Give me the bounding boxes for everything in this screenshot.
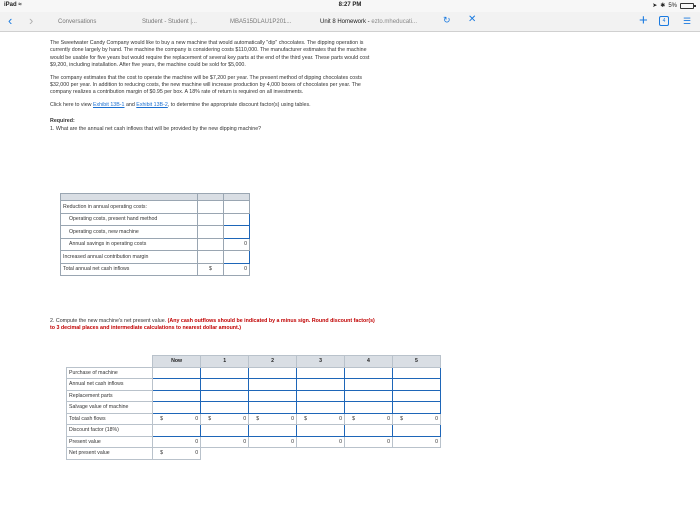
table-cell[interactable] <box>297 390 345 402</box>
table-header-row <box>67 356 441 368</box>
tab-label: Student - Student |... <box>142 19 197 25</box>
table-cell[interactable] <box>392 425 440 437</box>
cell-value: 0 <box>387 415 390 422</box>
row-label: Discount factor (18%) <box>67 425 153 437</box>
table-cell <box>345 413 393 425</box>
table-cell[interactable] <box>153 367 201 379</box>
question-2-instructions: (Any cash outflows should be indicated by a minus sign. Round discount factor(s) to 3 decimal places and intermediate calculations to nearest dollar amount.) <box>50 318 375 332</box>
problem-paragraph-1: The Sweetwater Candy Company would like to buy a new machine that would automatically "dip" chocolates. The dipping operation is currently done largely by hand. The machine the company is considering costs $110,000. The manufacturer estimates that the machine would be usable for five years but would require the replacement of several key parts at the end of the third year. These parts would cost $9,200, including installation. After five years, the machine could be sold for $5,000. <box>50 40 370 69</box>
npv-table <box>66 355 441 460</box>
header-cell <box>61 194 198 201</box>
table-cell <box>249 413 297 425</box>
table-cell[interactable] <box>153 390 201 402</box>
cash-inflows-table <box>60 193 250 276</box>
table-cell[interactable] <box>249 367 297 379</box>
table-cell <box>392 448 440 460</box>
row-label: Operating costs, present hand method <box>61 213 198 226</box>
table-cell <box>198 213 224 226</box>
question-2-text: 2. Compute the new machine's net present value. <box>50 318 168 324</box>
cell-value: 0 <box>339 415 343 422</box>
table-cell <box>153 413 201 425</box>
table-cell[interactable] <box>249 379 297 391</box>
currency-symbol: $ <box>208 415 212 422</box>
status-right <box>652 2 694 9</box>
battery-icon <box>680 3 694 9</box>
table-row <box>67 379 441 391</box>
table-cell <box>297 448 345 460</box>
header-cell <box>198 194 224 201</box>
header-year-3: 3 <box>297 356 345 368</box>
table-cell <box>201 448 249 460</box>
currency-symbol: $ <box>198 263 224 276</box>
table-row <box>61 201 250 214</box>
bluetooth-icon: ✱ <box>660 3 666 9</box>
header-cell <box>67 356 153 368</box>
cell-value: 0 <box>195 438 199 445</box>
table-cell[interactable] <box>392 390 440 402</box>
close-icon[interactable]: ✕ <box>468 14 477 25</box>
table-cell[interactable] <box>249 402 297 414</box>
new-machine-cost-input[interactable] <box>224 226 250 239</box>
cell-value: 0 <box>243 438 247 445</box>
table-row <box>61 213 250 226</box>
row-label: Present value <box>67 436 153 448</box>
table-cell <box>224 201 250 214</box>
table-row <box>67 436 441 448</box>
cell-value: 0 <box>291 438 295 445</box>
cell-value: 0 <box>243 415 247 422</box>
table-cell[interactable] <box>201 379 249 391</box>
status-bar <box>0 0 700 12</box>
question-1: 1. What are the annual net cash inflows that will be provided by the new dipping machine? <box>50 125 262 132</box>
table-cell[interactable] <box>249 425 297 437</box>
table-cell <box>345 436 393 448</box>
annual-savings-value: 0 <box>224 238 250 251</box>
wifi-icon: ≈ <box>18 2 22 8</box>
table-cell[interactable] <box>345 425 393 437</box>
table-row <box>67 402 441 414</box>
exhibit-13b2-link[interactable]: Exhibit 13B-2 <box>136 101 168 108</box>
cell-value: 0 <box>195 450 199 457</box>
table-cell[interactable] <box>392 402 440 414</box>
tabs-overview-icon[interactable]: 4 <box>659 16 669 26</box>
problem-paragraph-2: The company estimates that the cost to operate the machine will be $7,200 per year. The present method of dipping chocolates costs $32,000 per year. In addition to reducing costs, the new machine will increase production by 4,000 boxes of chocolates per year. The company realizes a contribution margin of $0.95 per box. A 18% rate of return is required on all investments. <box>50 74 363 96</box>
table-cell <box>153 448 201 460</box>
table-cell <box>198 251 224 264</box>
table-cell[interactable] <box>392 367 440 379</box>
row-label: Net present value <box>67 448 153 460</box>
question-2 <box>50 318 380 333</box>
tab-label: MBA515DLAU1P201... <box>230 19 292 25</box>
back-icon[interactable]: ‹ <box>8 13 13 28</box>
header-year-5: 5 <box>392 356 440 368</box>
table-cell[interactable] <box>201 390 249 402</box>
table-row <box>67 390 441 402</box>
table-header <box>61 194 250 201</box>
table-cell <box>392 413 440 425</box>
table-cell[interactable] <box>201 367 249 379</box>
contribution-margin-input[interactable] <box>224 251 250 264</box>
problem-text <box>50 40 380 133</box>
cell-value: 0 <box>195 415 199 422</box>
tab-mba[interactable] <box>222 15 308 30</box>
table-cell <box>297 413 345 425</box>
link-prefix: Click here to view <box>50 101 93 108</box>
header-year-2: 2 <box>249 356 297 368</box>
exhibit-13b1-link[interactable]: Exhibit 13B-1 <box>92 101 125 108</box>
menu-icon[interactable]: ☰ <box>683 16 692 26</box>
cell-value: 0 <box>435 438 438 445</box>
table-row <box>67 425 441 437</box>
table-cell[interactable] <box>392 379 440 391</box>
header-now: Now <box>153 356 201 368</box>
required-heading: Required: <box>50 118 75 125</box>
tab-label: Unit 8 Homework <box>320 19 367 25</box>
table-cell <box>201 413 249 425</box>
row-label: Reduction in annual operating costs: <box>61 201 198 214</box>
table-cell[interactable] <box>297 402 345 414</box>
table-cell[interactable] <box>153 379 201 391</box>
row-label: Total annual net cash inflows <box>61 263 198 276</box>
tab-url: ezto.mheducati... <box>371 19 418 25</box>
table-cell[interactable] <box>345 390 393 402</box>
table-cell <box>198 238 224 251</box>
tab-student[interactable] <box>134 15 218 30</box>
table-cell <box>198 201 224 214</box>
currency-symbol: $ <box>400 415 403 422</box>
cell-value: 0 <box>291 415 295 422</box>
table-cell[interactable] <box>345 402 393 414</box>
table-cell <box>345 448 393 460</box>
table-cell <box>249 448 297 460</box>
header-year-1: 1 <box>201 356 249 368</box>
table-row <box>67 367 441 379</box>
tab-conversations[interactable] <box>50 15 130 30</box>
table-cell[interactable] <box>345 367 393 379</box>
tab-label: Conversations <box>58 19 97 25</box>
battery-percent: 5% <box>668 2 677 9</box>
table-cell[interactable] <box>153 402 201 414</box>
tab-unit8-homework[interactable]: Unit 8 Homework - ezto.mheducati... <box>312 15 480 30</box>
table-row <box>61 238 250 251</box>
table-row <box>61 263 250 276</box>
cell-value: 0 <box>339 438 343 445</box>
table-cell[interactable] <box>345 379 393 391</box>
row-label: Replacement parts <box>67 390 153 402</box>
row-label: Purchase of machine <box>67 367 153 379</box>
table-row <box>61 226 250 239</box>
total-inflows-value: 0 <box>224 263 250 276</box>
new-tab-icon[interactable]: + <box>639 12 648 29</box>
table-cell <box>297 436 345 448</box>
table-cell <box>249 436 297 448</box>
browser-tab-bar <box>0 12 700 32</box>
currency-symbol: $ <box>160 450 163 457</box>
table-row <box>67 413 441 425</box>
table-cell[interactable] <box>201 425 249 437</box>
npv-table-body <box>67 367 441 459</box>
link-and: and <box>124 101 137 108</box>
table-cell <box>198 226 224 239</box>
row-label: Increased annual contribution margin <box>61 251 198 264</box>
location-icon: ➤ <box>652 3 658 9</box>
cell-value: 0 <box>387 438 390 445</box>
currency-symbol: $ <box>352 415 356 422</box>
currency-symbol: $ <box>304 415 308 422</box>
header-year-4: 4 <box>345 356 393 368</box>
table-cell[interactable] <box>201 402 249 414</box>
table-cell <box>392 436 440 448</box>
exhibit-links <box>50 102 380 109</box>
table-cell[interactable] <box>297 425 345 437</box>
cell-value: 0 <box>435 415 438 422</box>
table-row <box>67 448 441 460</box>
table-row <box>61 251 250 264</box>
table-cell[interactable] <box>249 390 297 402</box>
present-method-cost-input[interactable] <box>224 213 250 226</box>
table-cell[interactable] <box>297 379 345 391</box>
currency-symbol: $ <box>256 415 260 422</box>
row-label: Annual net cash inflows <box>67 379 153 391</box>
currency-symbol: $ <box>160 415 163 422</box>
status-time: 8:27 PM <box>338 2 362 8</box>
row-label: Total cash flows <box>67 413 153 425</box>
row-label: Operating costs, new machine <box>61 226 198 239</box>
device-label: iPad ≈ <box>4 2 22 8</box>
table-cell <box>201 436 249 448</box>
header-cell <box>224 194 250 201</box>
table-cell[interactable] <box>297 367 345 379</box>
link-suffix: , to determine the appropriate discount factor(s) using tables. <box>167 101 311 108</box>
reload-icon[interactable]: ↻ <box>443 15 451 25</box>
table-cell <box>153 436 201 448</box>
table-cell[interactable] <box>153 425 201 437</box>
forward-icon[interactable]: › <box>29 13 34 28</box>
row-label: Salvage value of machine <box>67 402 153 414</box>
row-label: Annual savings in operating costs <box>61 238 198 251</box>
